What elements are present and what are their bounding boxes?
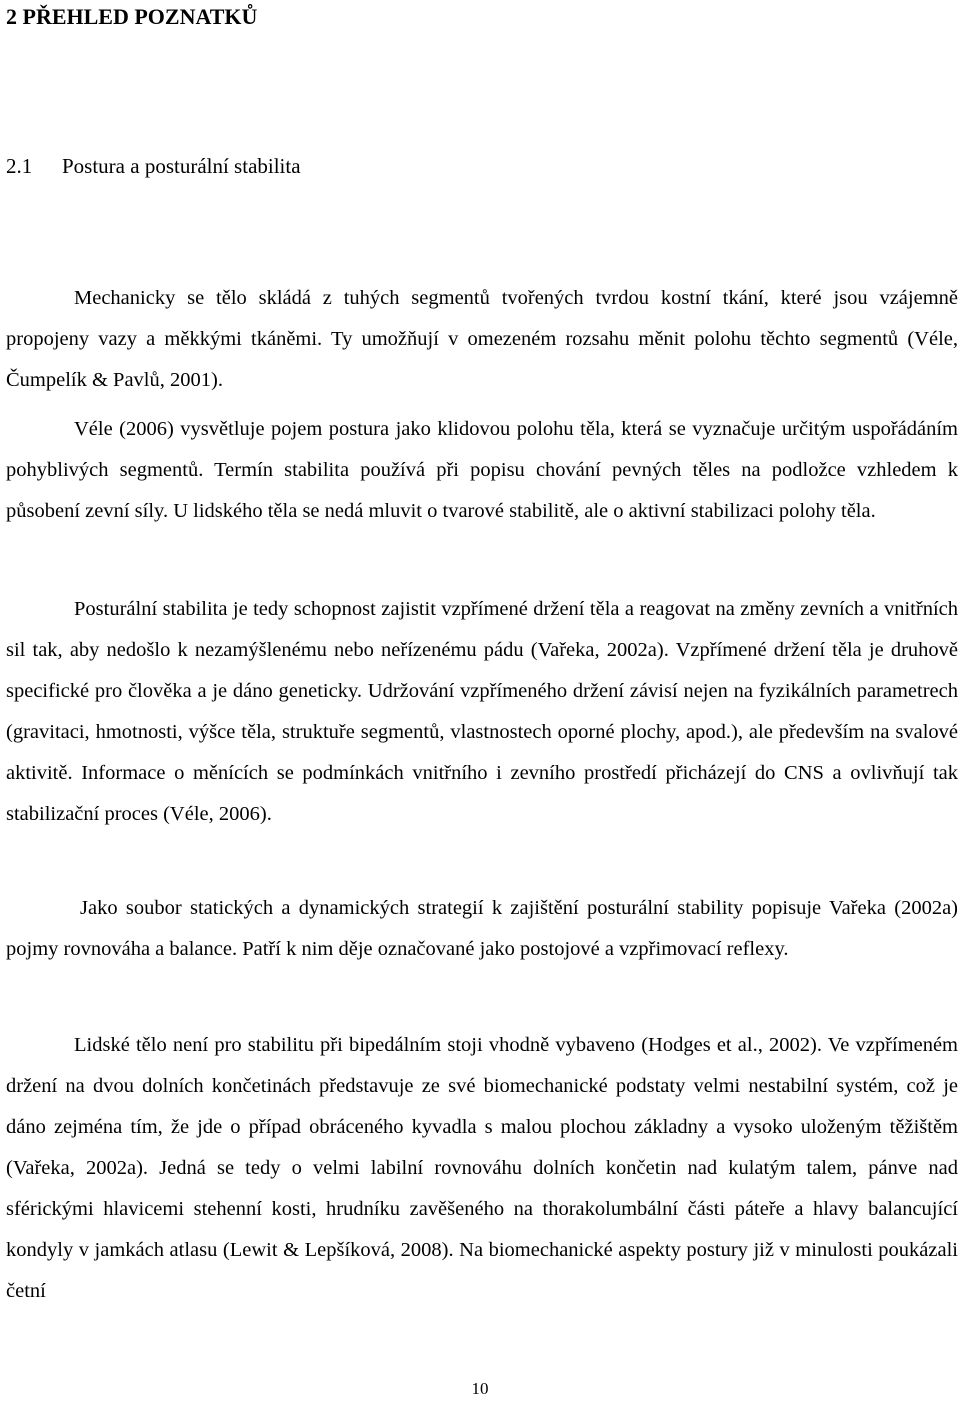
paragraph: Mechanicky se tělo skládá z tuhých segmentů tvořených tvrdou kostní tkání, které jsou vzájemně propojeny vazy a měkkými tkáněmi. Ty umožňují v omezeném rozsahu měnit polohu těchto segmentů (Véle, Čumpelík & Pavlů, 2001). [6, 287, 958, 391]
section-heading [6, 152, 301, 180]
paragraph: Véle (2006) vysvětluje pojem postura jako klidovou polohu těla, která se vyznačuje určitým uspořádáním pohyblivých segmentů. Termín stabilita používá při popisu chování pevných těles na podložce vzhledem k působení zevní síly. U lidského těla se nedá mluvit o tvarové stabilitě, ale o aktivní stabilizaci polohy těla. [6, 418, 958, 522]
paragraph: Posturální stabilita je tedy schopnost zajistit vzpřímené držení těla a reagovat na změny zevních a vnitřních sil tak, aby nedošlo k nezamýšlenému nebo neřízenému pádu (Vařeka, 2002a). Vzpřímené držení těla je druhově specifické pro člověka a je dáno geneticky. Udržování vzpřímeného držení závisí nejen na fyzikálních parametrech (gravitaci, hmotnosti, výšce těla, struktuře segmentů, vlastnostech oporné plochy, apod.), ale především na svalové aktivitě. Informace o měnících se podmínkách vnitřního i zevního prostředí přicházejí do CNS a ovlivňují tak stabilizační proces (Véle, 2006). [6, 598, 958, 825]
paragraph: Lidské tělo není pro stabilitu při bipedálním stoji vhodně vybaveno (Hodges et al., 2002). Ve vzpřímeném držení na dvou dolních končetinách představuje ze své biomechanické podstaty velmi nestabilní systém, což je dáno zejména tím, že jde o případ obráceného kyvadla s malou plochou základny a vysoko uloženým těžištěm (Vařeka, 2002a). Jedná se tedy o velmi labilní rovnováhu dolních končetin nad kulatým talem, pánve nad sférickými hlavicemi stehenní kosti, hrudníku zavěšeného na thorakolumbální části páteře a hlavy balancující kondyly v jamkách atlasu (Lewit & Lepšíková, 2008). Na biomechanické aspekty postury již v minulosti poukázali četní [6, 1034, 958, 1302]
section-number: 2.1 [6, 154, 33, 178]
paragraph: Jako soubor statických a dynamických strategií k zajištění posturální stability popisuje Vařeka (2002a) pojmy rovnováha a balance. Patří k nim děje označované jako postojové a vzpřimovací reflexy. [6, 897, 958, 960]
page-number: 10 [471, 1379, 489, 1398]
section-title: Postura a posturální stabilita [62, 154, 301, 178]
chapter-heading: 2 PŘEHLED POZNATKŮ [6, 4, 258, 29]
